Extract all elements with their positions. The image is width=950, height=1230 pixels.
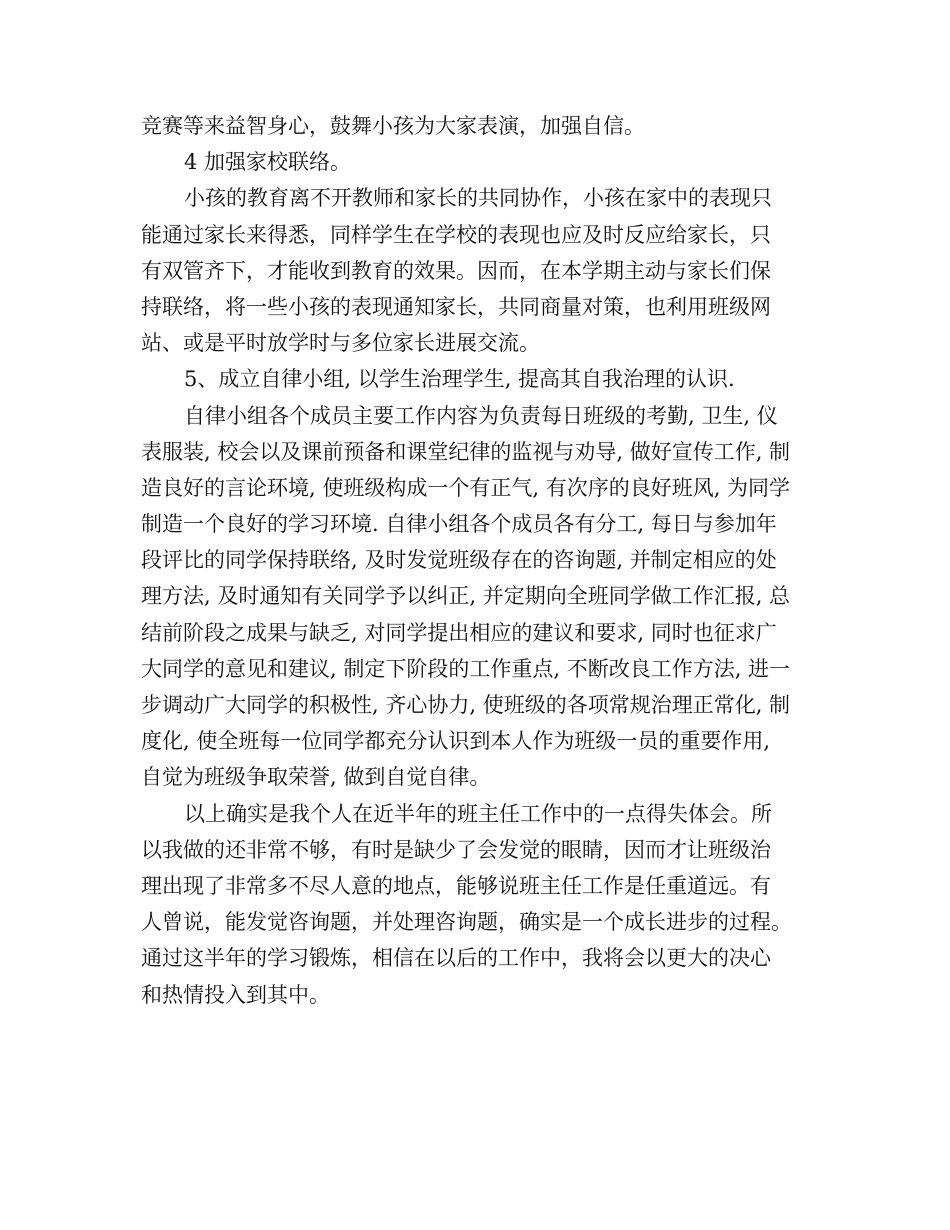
text-line: 有双管齐下，才能收到教育的效果。因而，在本学期主动与家长们保 bbox=[141, 258, 771, 283]
text-line: 以我做的还非常不够，有时是缺少了会发觉的眼睛，因而才让班级治 bbox=[141, 837, 771, 862]
text-line: 自觉为班级争取荣誉, 做到自觉自律。 bbox=[141, 765, 491, 790]
text-line: 表服装, 校会以及课前预备和课堂纪律的监视与劝导, 做好宣传工作, 制 bbox=[141, 439, 791, 464]
text-line: 步调动广大同学的积极性, 齐心协力, 使班级的各项常规治理正常化, 制 bbox=[141, 693, 791, 717]
text-line: 造良好的言论环境, 使班级构成一个有正气, 有次序的良好班风, 为同学 bbox=[141, 475, 791, 500]
text-line: 段评比的同学保持联络, 及时发觉班级存在的咨询题, 并制定相应的处 bbox=[141, 548, 777, 573]
text-line: 站、或是平时放学时与多位家长进展交流。 bbox=[141, 331, 540, 356]
text-line: 小孩的教育离不开教师和家长的共同协作，小孩在家中的表现只 bbox=[184, 186, 772, 211]
text-line: 4 加强家校联络。 bbox=[184, 150, 352, 175]
text-line: 竞赛等来益智身心，鼓舞小孩为大家表演，加强自信。 bbox=[141, 114, 645, 138]
text-line: 大同学的意见和建议, 制定下阶段的工作重点, 不断改良工作方法, 进一 bbox=[141, 656, 791, 681]
text-line: 通过这半年的学习锻炼，相信在以后的工作中，我将会以更大的决心 bbox=[141, 946, 771, 971]
text-line: 能通过家长来得悉，同样学生在学校的表现也应及时反应给家长，只 bbox=[141, 222, 771, 247]
text-line: 持联络，将一些小孩的表现通知家长，共同商量对策，也利用班级网 bbox=[141, 294, 771, 319]
text-line: 理方法, 及时通知有关同学予以纠正, 并定期向全班同学做工作汇报, 总 bbox=[141, 584, 791, 609]
text-line: 以上确实是我个人在近半年的班主任工作中的一点得失体会。所 bbox=[184, 801, 772, 826]
text-line: 5、成立自律小组, 以学生治理学生, 提高其自我治理的认识. bbox=[184, 367, 735, 392]
text-line: 人曾说，能发觉咨询题，并处理咨询题，确实是一个成长进步的过程。 bbox=[141, 910, 792, 935]
document-body bbox=[141, 108, 811, 1013]
text-line: 结前阶段之成果与缺乏, 对同学提出相应的建议和要求, 同时也征求广 bbox=[141, 620, 777, 645]
text-line: 度化, 使全班每一位同学都充分认识到本人作为班级一员的重要作用, bbox=[141, 729, 771, 754]
text-line: 和热情投入到其中。 bbox=[141, 982, 330, 1007]
text-line: 理出现了非常多不尽人意的地点，能够说班主任工作是任重道远。有 bbox=[141, 873, 771, 898]
text-line: 制造一个良好的学习环境. 自律小组各个成员各有分工, 每日与参加年 bbox=[141, 512, 777, 537]
text-line: 自律小组各个成员主要工作内容为负责每日班级的考勤, 卫生, 仪 bbox=[184, 403, 778, 428]
